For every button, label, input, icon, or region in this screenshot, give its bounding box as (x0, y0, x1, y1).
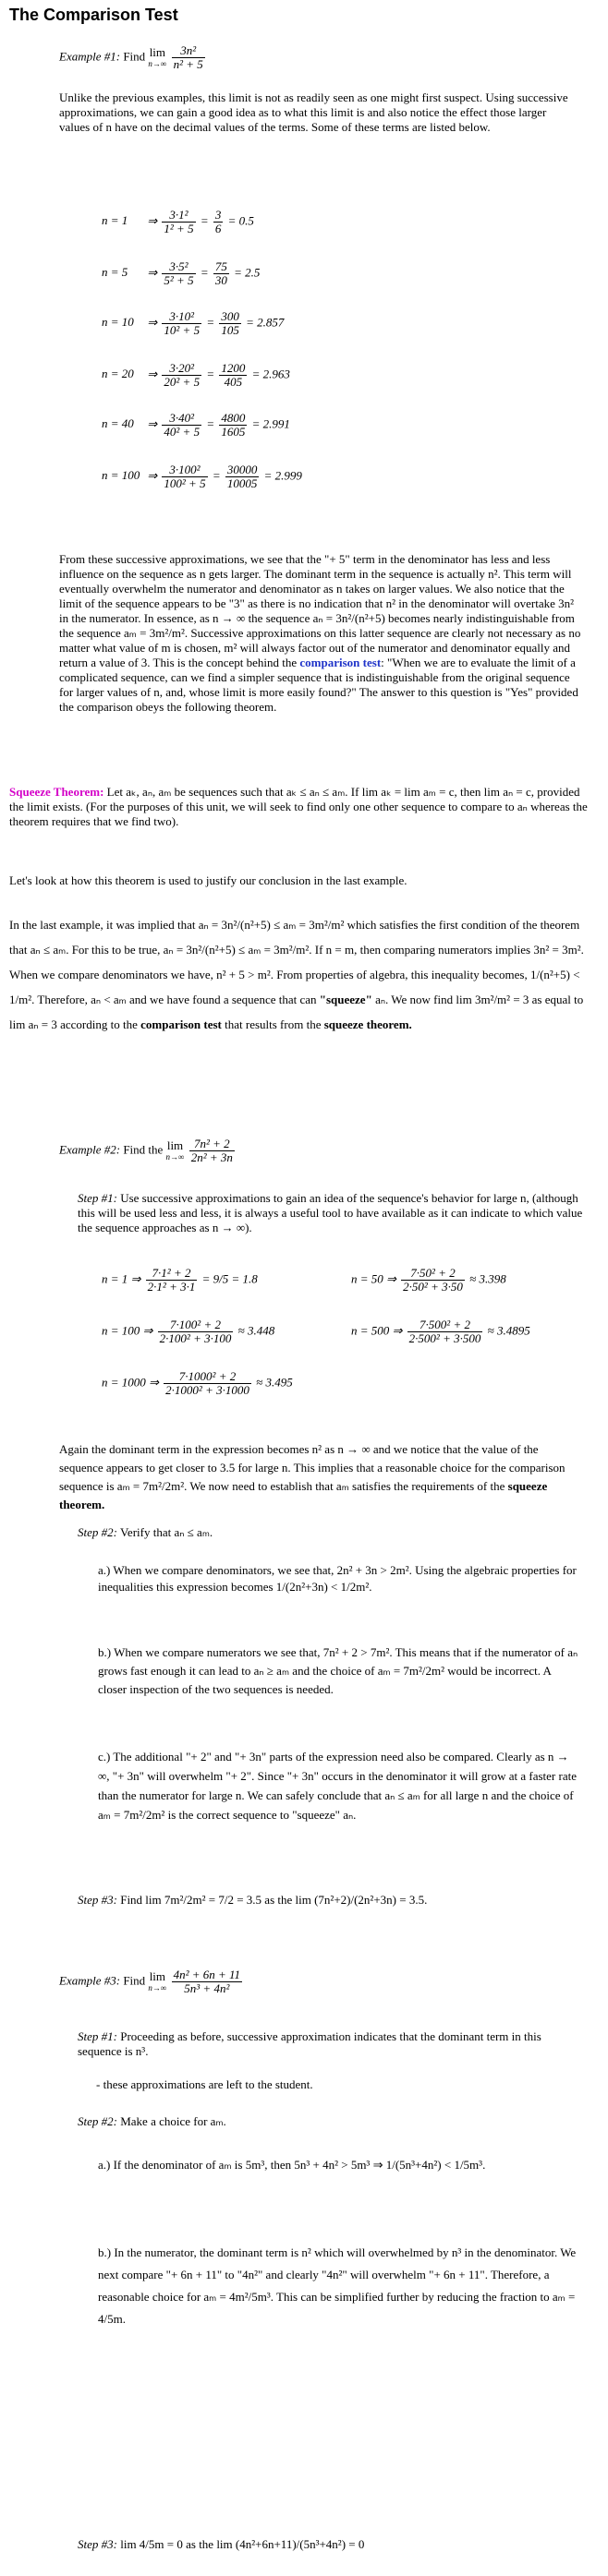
example3-step1 (78, 2029, 586, 2059)
justify-text-3: that results from the (225, 1017, 322, 1031)
result: = 2.963 (251, 367, 290, 381)
step-label: Step #1: (78, 1191, 117, 1205)
approx-row (102, 1267, 258, 1294)
step-label: Step #1: (78, 2029, 117, 2043)
numerator: 7·500² + 2 (407, 1318, 483, 1332)
denominator-2: 10005 (226, 476, 258, 490)
n-value: n = 10 (102, 315, 134, 330)
n-value: n = 5 (102, 265, 128, 280)
denominator: 20² + 5 (164, 375, 201, 389)
n-value: n = 500 ⇒ (351, 1323, 403, 1338)
step-label: Step #3: (78, 2537, 117, 2551)
justify-text-2: aₙ. We now find lim 3m²/m² = 3 as equal to lim aₙ = 3 according to the (9, 993, 584, 1031)
numerator-2: 4800 (221, 411, 246, 425)
paragraph-text: Again the dominant term in the expression becomes n² as n → ∞ and we notice that the value of the sequence appears to get closer to 3.5 for large n. This implies that a reasonable choice for the comparison sequence is aₘ = 7m²/2m². We now need to establish that aₘ satisfies the requirements of the (59, 1442, 565, 1493)
numerator: 3·10² (162, 310, 201, 324)
example2-header: Example #2: Find the lim n→∞ $\frac{\text{7n² + 2}}{\text{2n² + 3n}}$ (59, 1137, 233, 1164)
step-text: Find lim 7m²/2m² = 7/2 = 3.5 as the lim (7n²+2)/(2n²+3n) = 3.5. (120, 1893, 428, 1907)
approx-row: n = 5 ⇒ $\frac{\text{3·5²}}{\text{5² + 5}}$ = $\frac{75}{30}$ = 2.5 (102, 259, 261, 287)
n-value: n = 1 (102, 213, 128, 228)
example1-prompt: Find (123, 49, 146, 64)
numerator: 3·40² (162, 412, 201, 426)
approx-row: n = 20 ⇒ $\frac{\text{3·20²}}{\text{20² + 5}}$ = $\frac{1200}{405}$ = 2.963 (102, 361, 290, 389)
step-text: Proceeding as before, successive approximation indicates that the dominant term in this sequence is n³. (78, 2029, 541, 2058)
denominator: 40² + 5 (164, 425, 201, 439)
example2-step1 (78, 1191, 586, 1235)
numerator: 3·5² (162, 260, 195, 274)
denominator: 2·50² + 3·50 (403, 1280, 463, 1294)
example3-step3 (78, 2537, 595, 2552)
result: = 9/5 = 1.8 (201, 1271, 258, 1286)
denominator: 100² + 5 (164, 476, 206, 490)
comparison-test-term: comparison test (299, 656, 382, 669)
example1-intro: Unlike the previous examples, this limit is not as readily seen as one might first suspect. Using successive approximations, we can gain a good idea as to what this limit is and also notice the effect those larger values of n have on the decimal values of the terms. Some of these terms are listed below. (59, 90, 568, 134)
approx-row: n = 1 ⇒ $\frac{\text{3·1²}}{\text{1² + 5}}$ = $\frac{3}{6}$ = 0.5 (102, 208, 254, 235)
n-value: n = 100 ⇒ (102, 1323, 153, 1338)
squeeze-theorem-term: squeeze theorem. (323, 1017, 412, 1031)
denominator-2: 105 (221, 323, 239, 337)
numerator-2: 1200 (221, 361, 246, 375)
comparison-test-term: comparison test (140, 1017, 222, 1031)
squeeze-word: "squeeze" (319, 993, 372, 1006)
numerator: 7·1000² + 2 (164, 1370, 251, 1384)
justify-paragraph (9, 912, 591, 1037)
justify-intro: Let's look at how this theorem is used to justify our conclusion in the last example. (9, 873, 407, 887)
numerator-2: 75 (214, 259, 227, 273)
denominator: 1² + 5 (164, 222, 194, 235)
n-value: n = 50 ⇒ (351, 1271, 396, 1286)
example1-header: Example #1: Find lim n→∞ $\frac{\text{3n²}}{\text{n² + 5}}$ (59, 43, 203, 71)
denominator: 2·500² + 3·500 (408, 1331, 481, 1345)
example2-item-c: c.) The additional "+ 2" and "+ 3n" parts of the expression need also be compared. Clearly as n → ∞, "+ 3n" will overwhelm "+ 2". Since "+ 3n" occurs in the denominator it will grow at a faster rate than the numerator for large n. We can safely conclude that aₙ ≤ aₘ for all large n and the choice of aₘ = 7m²/2m² is the correct sequence to "squeeze" aₙ. (98, 1750, 577, 1822)
step-label: Step #2: (78, 2114, 117, 2128)
result: ≈ 3.398 (469, 1271, 506, 1286)
result: = 2.991 (251, 416, 290, 431)
approx-row (102, 1318, 274, 1345)
denominator-2: 6 (214, 222, 222, 235)
n-value: n = 100 (102, 468, 140, 483)
denominator: 2·1000² + 3·1000 (165, 1383, 249, 1397)
example2-prompt: Find the (123, 1142, 164, 1157)
numerator-2: 30000 (226, 463, 258, 476)
example3-step2 (78, 2114, 586, 2129)
denominator: 2·1² + 3·1 (147, 1280, 196, 1294)
approx-row (102, 1370, 293, 1397)
approx-row: n = 10 ⇒ $\frac{\text{3·10²}}{\text{10² + 5}}$ = $\frac{300}{105}$ = 2.857 (102, 309, 285, 337)
result: = 2.5 (234, 265, 261, 280)
example3-header: Example #3: Find lim n→∞ $\frac{\text{4n² + 6n + 11}}{\text{5n³ + 4n²}}$ (59, 1968, 241, 1995)
numerator-2: 300 (221, 309, 239, 323)
result: = 0.5 (227, 213, 254, 228)
numerator: 3·20² (162, 362, 201, 376)
example3-label: Example #3: (59, 1973, 121, 1988)
approx-row (351, 1318, 530, 1345)
squeeze-theorem (9, 785, 591, 829)
example2-item-b: b.) When we compare numerators we see that, 7n² + 2 > 7m². This means that if the numerator of aₙ grows fast enough it can lead to aₙ ≥ aₘ and the choice of aₘ = 7m²/2m² would be incorrect. A closer inspection of the two sequences is needed. (98, 1645, 578, 1696)
approx-row: n = 40 ⇒ $\frac{\text{3·40²}}{\text{40² + 5}}$ = $\frac{4800}{1605}$ = 2.991 (102, 411, 290, 439)
example1-explanation (59, 552, 582, 715)
numerator: 7·100² + 2 (158, 1318, 234, 1332)
example2-item-a: a.) When we compare denominators, we see that, 2n² + 3n > 2m². Using the algebraic properties for inequalities this expression becomes 1/(2n²+3n) < 1/2m². (98, 1563, 577, 1594)
explanation-text-2: : "When we are to evaluate the limit of a complicated sequence, can we find a simpler sequence that is indistinguishable from the original sequence for larger values of n, and, whose limit is more easily found?" The answer to this question is "Yes" provided the comparison obeys the following theorem. (59, 656, 578, 714)
step-label: Step #3: (78, 1893, 117, 1907)
numerator: 7·1² + 2 (146, 1267, 198, 1281)
n-value: n = 40 (102, 416, 134, 431)
result: ≈ 3.448 (237, 1323, 275, 1338)
squeeze-theorem-text: Let aₖ, aₙ, aₘ be sequences such that aₖ ≤ aₙ ≤ aₘ. If lim aₖ = lim aₘ = c, then lim aₙ = c, provided the limit exists. (For the purposes of this unit, we will seek to find only one other sequence to compare to aₙ whereas the theorem requires that we find two). (9, 785, 588, 828)
example3-prompt: Find (123, 1973, 146, 1988)
example3-note: - these approximations are left to the student. (96, 2077, 313, 2091)
numerator: 3·100² (162, 463, 207, 477)
page-title: The Comparison Test (9, 6, 178, 24)
result: ≈ 3.495 (256, 1375, 293, 1390)
step-text: Verify that aₙ ≤ aₘ. (119, 1525, 213, 1539)
squeeze-theorem-term: squeeze theorem. (59, 1479, 548, 1511)
denominator-2: 30 (214, 273, 227, 287)
denominator-2: 405 (224, 375, 243, 389)
approx-row: n = 100 ⇒ $\frac{\text{3·100²}}{\text{100² + 5}}$ = $\frac{30000}{10005}$ = 2.999 (102, 463, 302, 490)
n-value: n = 20 (102, 367, 134, 381)
denominator: 10² + 5 (164, 323, 201, 337)
explanation-text: From these successive approximations, we see that the "+ 5" term in the denominator has less and less influence on the sequence as n gets larger. The dominant term in the sequence is actually n². This term will eventually overwhelm the numerator and denominator as n takes on larger values. We also notice that the limit of the sequence appears to be "3" as there is no indication that n² in the denominator will overtake 3n² in the numerator. In essence, as n → ∞ the sequence aₙ = 3n²/(n²+5) becomes nearly indistinguishable from the sequence aₘ = 3m²/m². Successive approximations on this latter sequence are clearly not necessary as no matter what value of m is chosen, m² will always factor out of the numerator and denominator equally and return a value of 3. This is the concept behind the (59, 552, 581, 669)
numerator: 3·1² (162, 209, 195, 223)
squeeze-theorem-label: Squeeze Theorem: (9, 785, 104, 799)
step-text: Use successive approximations to gain an idea of the sequence's behavior for large n, (although this will be used less and less, it is always a useful tool to have available as it can indicate to which value the sequence approaches as n → ∞). (78, 1191, 583, 1234)
example2-step3 (78, 1893, 595, 1908)
result: ≈ 3.4895 (487, 1323, 530, 1338)
step-label: Step #2: (78, 1525, 117, 1539)
denominator: 2·100² + 3·100 (159, 1331, 232, 1345)
denominator-2: 1605 (221, 425, 246, 439)
numerator: 7·50² + 2 (401, 1267, 465, 1281)
numerator-2: 3 (214, 208, 222, 222)
result: = 2.999 (263, 468, 302, 483)
example1-label: Example #1: (59, 49, 121, 64)
result: = 2.857 (246, 315, 285, 330)
example3-item-a: a.) If the denominator of aₘ is 5m³, then 5n³ + 4n² > 5m³ ⇒ 1/(5n³+4n²) < 1/5m³. (98, 2158, 486, 2172)
step-text: lim 4/5m = 0 as the lim (4n²+6n+11)/(5n³+4n²) = 0 (120, 2537, 365, 2551)
example2-label: Example #2: (59, 1142, 121, 1157)
n-value: n = 1000 ⇒ (102, 1375, 159, 1390)
example2-step2 (78, 1525, 586, 1540)
example2-paragraph (59, 1440, 582, 1514)
step-text: Make a choice for aₘ. (120, 2114, 226, 2128)
n-value: n = 1 ⇒ (102, 1271, 141, 1286)
justify-text: In the last example, it was implied that aₙ = 3n²/(n²+5) ≤ aₘ = 3m²/m² which satisfies the first condition of the theorem that aₙ ≤ aₘ. For this to be true, aₙ = 3n²/(n²+5) ≤ aₘ = 3m²/m². If n = m, then comparing numerators implies 3n² = 3m². When we compare denominators we have, n² + 5 > m². From properties of algebra, this inequality becomes, 1/(n²+5) < 1/m². Therefore, aₙ < aₘ and we have found a sequence that can (9, 918, 584, 1006)
denominator: 5² + 5 (164, 273, 194, 287)
approx-row (351, 1267, 506, 1294)
example3-item-b: b.) In the numerator, the dominant term is n² which will overwhelmed by n³ in the denominator. We next compare "+ 6n + 11" to "4n²" and clearly "4n²" will overwhelm "+ 6n + 11". Therefore, a reasonable choice for aₘ = 4m²/5m³. This can be simplified further by reducing the fraction to aₘ = 4/5m. (98, 2245, 577, 2326)
